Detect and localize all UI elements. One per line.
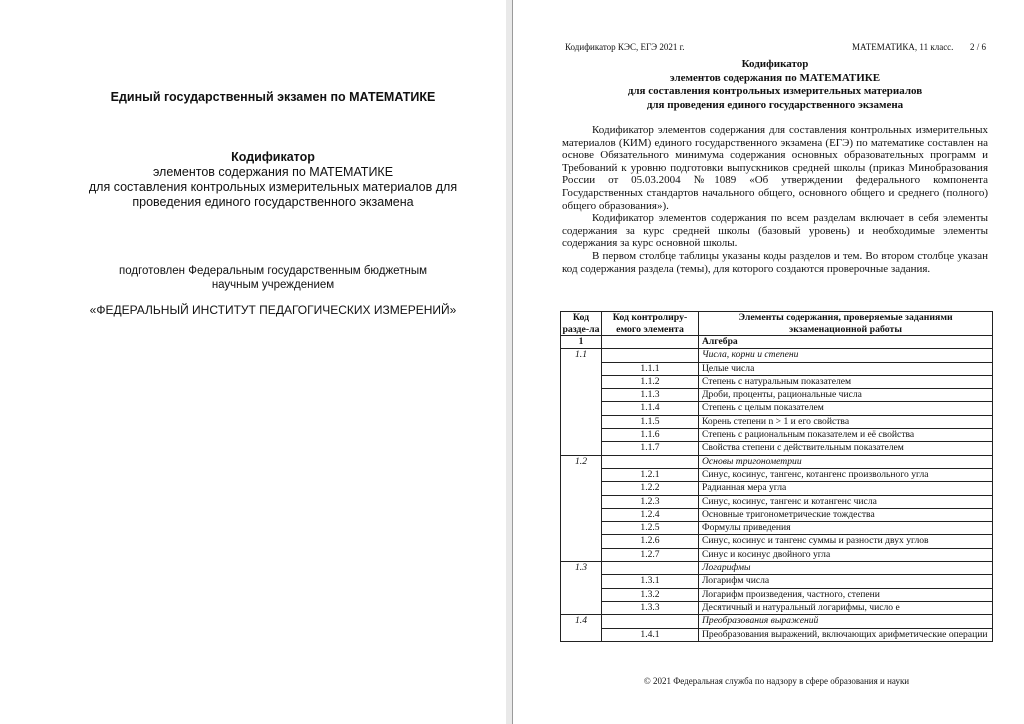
table-cell: Свойства степени с действительным показателем — [699, 442, 993, 455]
table-row — [561, 628, 993, 641]
table-cell: 1.4.1 — [602, 628, 699, 641]
kodifikator-block — [40, 150, 506, 210]
title-line: Кодификатор — [741, 58, 809, 70]
table-cell: 1.2.6 — [602, 535, 699, 548]
table-cell — [561, 362, 602, 375]
table-body — [561, 336, 993, 642]
table-cell: 1.2.2 — [602, 482, 699, 495]
institute-name: «ФЕДЕРАЛЬНЫЙ ИНСТИТУТ ПЕДАГОГИЧЕСКИХ ИЗМЕРЕНИЙ» — [89, 303, 457, 317]
table-cell — [561, 415, 602, 428]
table-row — [561, 548, 993, 561]
table-cell: Числа, корни и степени — [699, 349, 993, 362]
table-cell — [602, 336, 699, 349]
table-cell: 1.4 — [561, 615, 602, 628]
table-cell: Формулы приведения — [699, 522, 993, 535]
table-cell: Целые числа — [699, 362, 993, 375]
table-cell — [561, 402, 602, 415]
table-cell — [561, 535, 602, 548]
table-row — [561, 455, 993, 468]
table-cell: 1.1.6 — [602, 429, 699, 442]
paragraph: Кодификатор элементов содержания по всем разделам включает в себя элементы содержания за курс средней школы (базовый уровень) и необходимые элементы содержания за курс основной школы. — [562, 212, 988, 250]
table-cell — [602, 562, 699, 575]
table-row — [561, 562, 993, 575]
table-row — [561, 442, 993, 455]
header-element-code: Код контролиру-емого элемента — [602, 312, 699, 336]
table-cell: 1.1.7 — [602, 442, 699, 455]
table-cell: 1.2.3 — [602, 495, 699, 508]
table-row — [561, 415, 993, 428]
intro-text — [562, 124, 988, 275]
prepared-by — [40, 264, 506, 292]
table-cell: Синус, косинус, тангенс и котангенс числа — [699, 495, 993, 508]
table-cell — [561, 548, 602, 561]
table-cell — [602, 615, 699, 628]
table-row — [561, 389, 993, 402]
title-line: элементов содержания по МАТЕМАТИКЕ — [669, 71, 881, 84]
prepared-line: подготовлен Федеральным государственным бюджетным — [119, 265, 427, 277]
table-cell: 1.2 — [561, 455, 602, 468]
table-cell: 1.2.5 — [602, 522, 699, 535]
table-cell: Алгебра — [699, 336, 993, 349]
title-line: для проведения единого государственного экзамена — [646, 98, 904, 111]
table-row — [561, 468, 993, 481]
table-row — [561, 575, 993, 588]
table-cell: Степень с целым показателем — [699, 402, 993, 415]
kodifikator-title: Кодификатор — [231, 150, 315, 164]
table-row — [561, 601, 993, 614]
table-cell — [602, 349, 699, 362]
exam-title: Единый государственный экзамен по МАТЕМАТИКЕ — [110, 90, 436, 104]
table-row — [561, 402, 993, 415]
table-header-row — [561, 312, 993, 336]
table-row — [561, 615, 993, 628]
table-cell — [561, 508, 602, 521]
kodifikator-line: проведения единого государственного экзамена — [132, 195, 414, 209]
kodifikator-line: элементов содержания по МАТЕМАТИКЕ — [152, 165, 394, 179]
table-row — [561, 522, 993, 535]
table-cell: 1.3.1 — [602, 575, 699, 588]
table-cell: 1.1.4 — [602, 402, 699, 415]
table-cell: 1.1.1 — [602, 362, 699, 375]
table-cell: Корень степени n > 1 и его свойства — [699, 415, 993, 428]
table-cell — [561, 375, 602, 388]
table-cell — [561, 628, 602, 641]
table-cell: Степень с натуральным показателем — [699, 375, 993, 388]
table-cell — [602, 455, 699, 468]
table-cell: Степень с рациональным показателем и её свойства — [699, 429, 993, 442]
prepared-line: научным учреждением — [211, 279, 335, 291]
table-cell: Десятичный и натуральный логарифмы, число e — [699, 601, 993, 614]
table-cell: Основы тригонометрии — [699, 455, 993, 468]
table-cell: 1.1.2 — [602, 375, 699, 388]
table-cell: Радианная мера угла — [699, 482, 993, 495]
table-row — [561, 508, 993, 521]
table-cell: Синус, косинус, тангенс, котангенс произвольного угла — [699, 468, 993, 481]
table-cell — [561, 468, 602, 481]
table-cell: 1.1 — [561, 349, 602, 362]
table-cell: Дроби, проценты, рациональные числа — [699, 389, 993, 402]
running-header-left: Кодификатор КЭС, ЕГЭ 2021 г. — [565, 42, 685, 52]
table-row — [561, 588, 993, 601]
page-number: 2 / 6 — [970, 42, 987, 52]
table-row — [561, 362, 993, 375]
table-cell: 1.2.1 — [602, 468, 699, 481]
table-cell — [561, 522, 602, 535]
paragraph: В первом столбце таблицы указаны коды разделов и тем. Во втором столбце указан код содержания раздела (темы), для которого создаются проверочные задания. — [562, 249, 988, 275]
table-cell — [561, 495, 602, 508]
table-cell: Синус, косинус и тангенс суммы и разности двух углов — [699, 535, 993, 548]
table-cell: Основные тригонометрические тождества — [699, 508, 993, 521]
title-line: для составления контрольных измерительных материалов — [627, 85, 923, 97]
table-cell: 1.3.3 — [602, 601, 699, 614]
table-cell — [561, 588, 602, 601]
document-title — [560, 58, 990, 112]
table-row — [561, 375, 993, 388]
table-cell: Логарифмы — [699, 562, 993, 575]
header-content: Элементы содержания, проверяемые заданиями экзаменационной работы — [699, 312, 993, 336]
kodifikator-line: для составления контрольных измерительных материалов для — [88, 180, 458, 194]
running-header-right: МАТЕМАТИКА, 11 класс. — [852, 42, 954, 52]
header-section-code: Код разде-ла — [562, 312, 600, 335]
codes-table — [560, 311, 993, 642]
table-cell — [561, 442, 602, 455]
table-cell — [561, 601, 602, 614]
table-cell: Преобразования выражений — [699, 615, 993, 628]
table-cell: 1.1.3 — [602, 389, 699, 402]
table-cell: Логарифм произведения, частного, степени — [699, 588, 993, 601]
table-cell — [561, 429, 602, 442]
table-row — [561, 495, 993, 508]
table-cell: Логарифм числа — [699, 575, 993, 588]
table-row — [561, 336, 993, 349]
page-footer: © 2021 Федеральная служба по надзору в сфере образования и науки — [643, 676, 910, 686]
paragraph: Кодификатор элементов содержания для составления контрольных измерительных материалов (КИМ) единого государственного экзамена (ЕГЭ) по математике составлен на основе Обязательного минимума содержания основных образовательных программ и Требований к уровню подготовки выпускников средней школы (приказ Минобразования России от 05.03.2004 №1089 «Об утверждении федерального компонента Государственных стандартов начального общего, основного общего и среднего (полного) общего образования»). — [562, 124, 988, 212]
table-cell: 1 — [561, 336, 602, 349]
table-cell: 1.3 — [561, 562, 602, 575]
table-row — [561, 349, 993, 362]
table-cell — [561, 482, 602, 495]
table-cell: Синус и косинус двойного угла — [699, 548, 993, 561]
table-cell — [561, 389, 602, 402]
table-row — [561, 429, 993, 442]
table-cell: 1.1.5 — [602, 415, 699, 428]
table-cell: Преобразования выражений, включающих арифметические операции — [699, 628, 993, 641]
table-row — [561, 482, 993, 495]
table-cell: 1.2.7 — [602, 548, 699, 561]
table-cell: 1.3.2 — [602, 588, 699, 601]
table-cell — [561, 575, 602, 588]
left-page — [0, 0, 507, 724]
table-row — [561, 535, 993, 548]
table-cell: 1.2.4 — [602, 508, 699, 521]
